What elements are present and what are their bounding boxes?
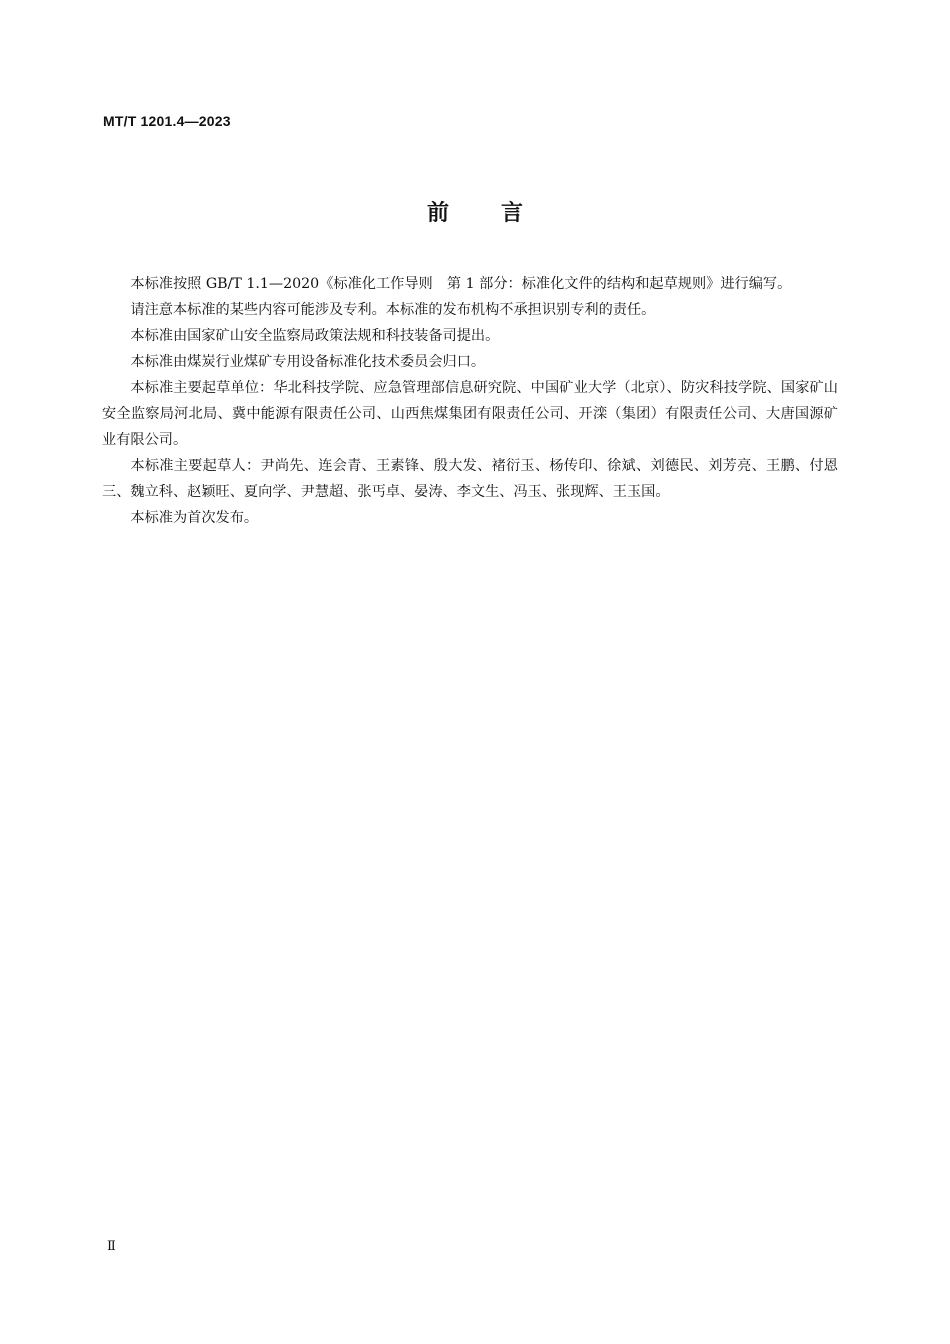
- paragraph-drafting-rules: 本标准按照 GB/T 1.1—2020《标准化工作导则 第 1 部分：标准化文件的结构和起草规则》进行编写。: [130, 276, 792, 292]
- paragraph-first-release: 本标准为首次发布。: [130, 510, 259, 526]
- paragraph-drafting-organizations: 本标准主要起草单位：华北科技学院、应急管理部信息研究院、中国矿业大学（北京）、防灾科技学院、国家矿山安全监察局河北局、冀中能源有限责任公司、山西焦煤集团有限责任公司、开滦（集团）有限责任公司、大唐国源矿业有限公司。: [102, 380, 838, 448]
- paragraph-proposer: 本标准由国家矿山安全监察局政策法规和科技装备司提出。: [130, 328, 500, 344]
- paragraph-drafters: 本标准主要起草人：尹尚先、连会青、王素锋、殷大发、褚衍玉、杨传印、徐斌、刘德民、刘芳亮、王鹏、付恩三、魏立科、赵颖旺、夏向学、尹慧超、张丐卓、晏涛、李文生、冯玉、张现辉、王玉国。: [102, 458, 838, 500]
- foreword-body: [102, 271, 838, 531]
- paragraph-patent-notice: 请注意本标准的某些内容可能涉及专利。本标准的发布机构不承担识别专利的责任。: [130, 302, 656, 318]
- page-title: 前言: [426, 201, 575, 226]
- page-number: Ⅱ: [107, 1239, 116, 1254]
- paragraph-technical-committee: 本标准由煤炭行业煤矿专用设备标准化技术委员会归口。: [130, 354, 486, 370]
- document-id: MT/T 1201.4—2023: [103, 113, 231, 129]
